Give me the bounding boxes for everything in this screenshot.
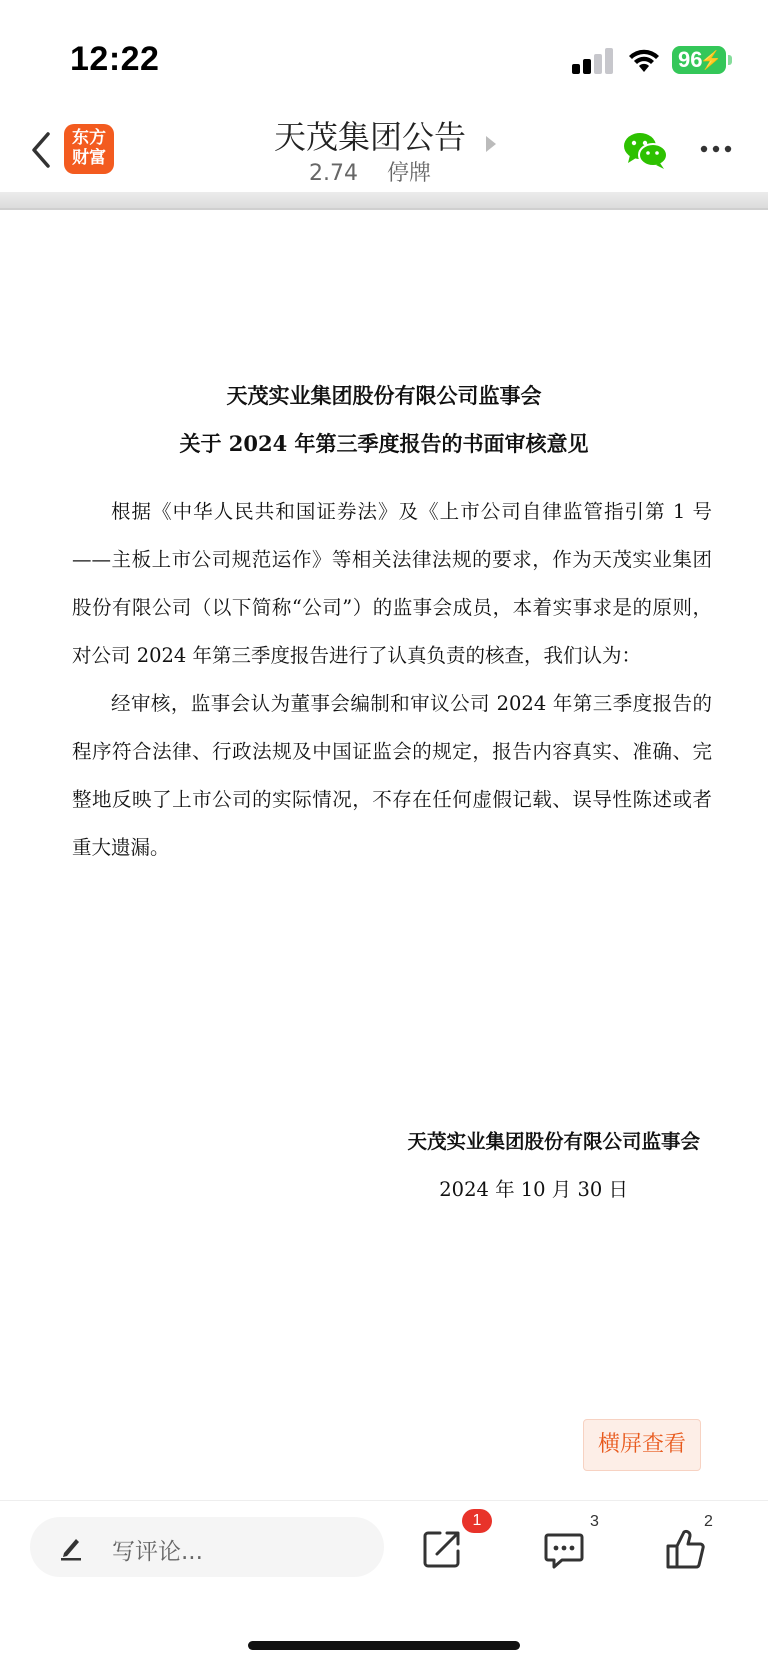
battery-tip bbox=[728, 55, 732, 65]
nav-header bbox=[0, 110, 768, 192]
status-time: 12:22 bbox=[70, 40, 160, 78]
comment-input[interactable] bbox=[30, 1517, 384, 1577]
status-bar bbox=[0, 0, 768, 110]
app-logo[interactable]: 东方财富 bbox=[64, 124, 114, 174]
wechat-icon[interactable] bbox=[622, 130, 668, 170]
bottom-action-bar bbox=[0, 1500, 768, 1663]
document-signature: 天茂实业集团股份有限公司监事会 bbox=[407, 1130, 700, 1153]
battery-level: 96 bbox=[678, 47, 703, 72]
thumbs-up-icon[interactable] bbox=[664, 1527, 708, 1571]
announcement-document bbox=[0, 210, 768, 1500]
triangle-right-icon bbox=[486, 136, 496, 152]
comment-placeholder: 写评论... bbox=[112, 1539, 203, 1565]
share-badge: 1 bbox=[462, 1509, 492, 1533]
document-paragraph: 根据《中华人民共和国证券法》及《上市公司自律监管指引第 1 号——主板上市公司规范运作》等相关法律法规的要求，作为天茂实业集团股份有限公司（以下简称“公司”）的监事会成员，本着实事求是的原则，对公司 2024 年第三季度报告进行了认真负责的核查，我们认为： bbox=[72, 500, 712, 667]
document-title-line2: 关于 2024 年第三季度报告的书面审核意见 bbox=[179, 431, 589, 456]
wifi-icon bbox=[626, 46, 662, 74]
more-icon[interactable] bbox=[696, 134, 736, 164]
page-title: 天茂集团公告 bbox=[273, 118, 466, 156]
home-indicator[interactable] bbox=[248, 1641, 520, 1650]
like-count: 2 bbox=[704, 1513, 713, 1530]
cellular-signal-icon bbox=[572, 48, 612, 74]
battery-indicator bbox=[672, 46, 726, 74]
pen-icon bbox=[58, 1533, 84, 1561]
share-icon[interactable] bbox=[420, 1527, 464, 1571]
header-divider bbox=[0, 192, 768, 210]
document-body bbox=[72, 488, 712, 872]
landscape-view-button[interactable]: 横屏查看 bbox=[583, 1419, 701, 1471]
stock-price: 2.74 bbox=[309, 161, 358, 186]
trading-status: 停牌 bbox=[386, 161, 431, 186]
charging-bolt-icon: ⚡ bbox=[699, 50, 722, 70]
document-date: 2024 年 10 月 30 日 bbox=[439, 1178, 628, 1201]
comment-count: 3 bbox=[590, 1513, 599, 1530]
document-paragraph: 经审核，监事会认为董事会编制和审议公司 2024 年第三季度报告的程序符合法律、行政法规及中国证监会的规定，报告内容真实、准确、完整地反映了上市公司的实际情况，不存在任何虚假记载、误导性陈述或者重大遗漏。 bbox=[72, 692, 712, 859]
document-title-line1: 天茂实业集团股份有限公司监事会 bbox=[226, 383, 542, 408]
comment-icon[interactable] bbox=[542, 1527, 586, 1571]
